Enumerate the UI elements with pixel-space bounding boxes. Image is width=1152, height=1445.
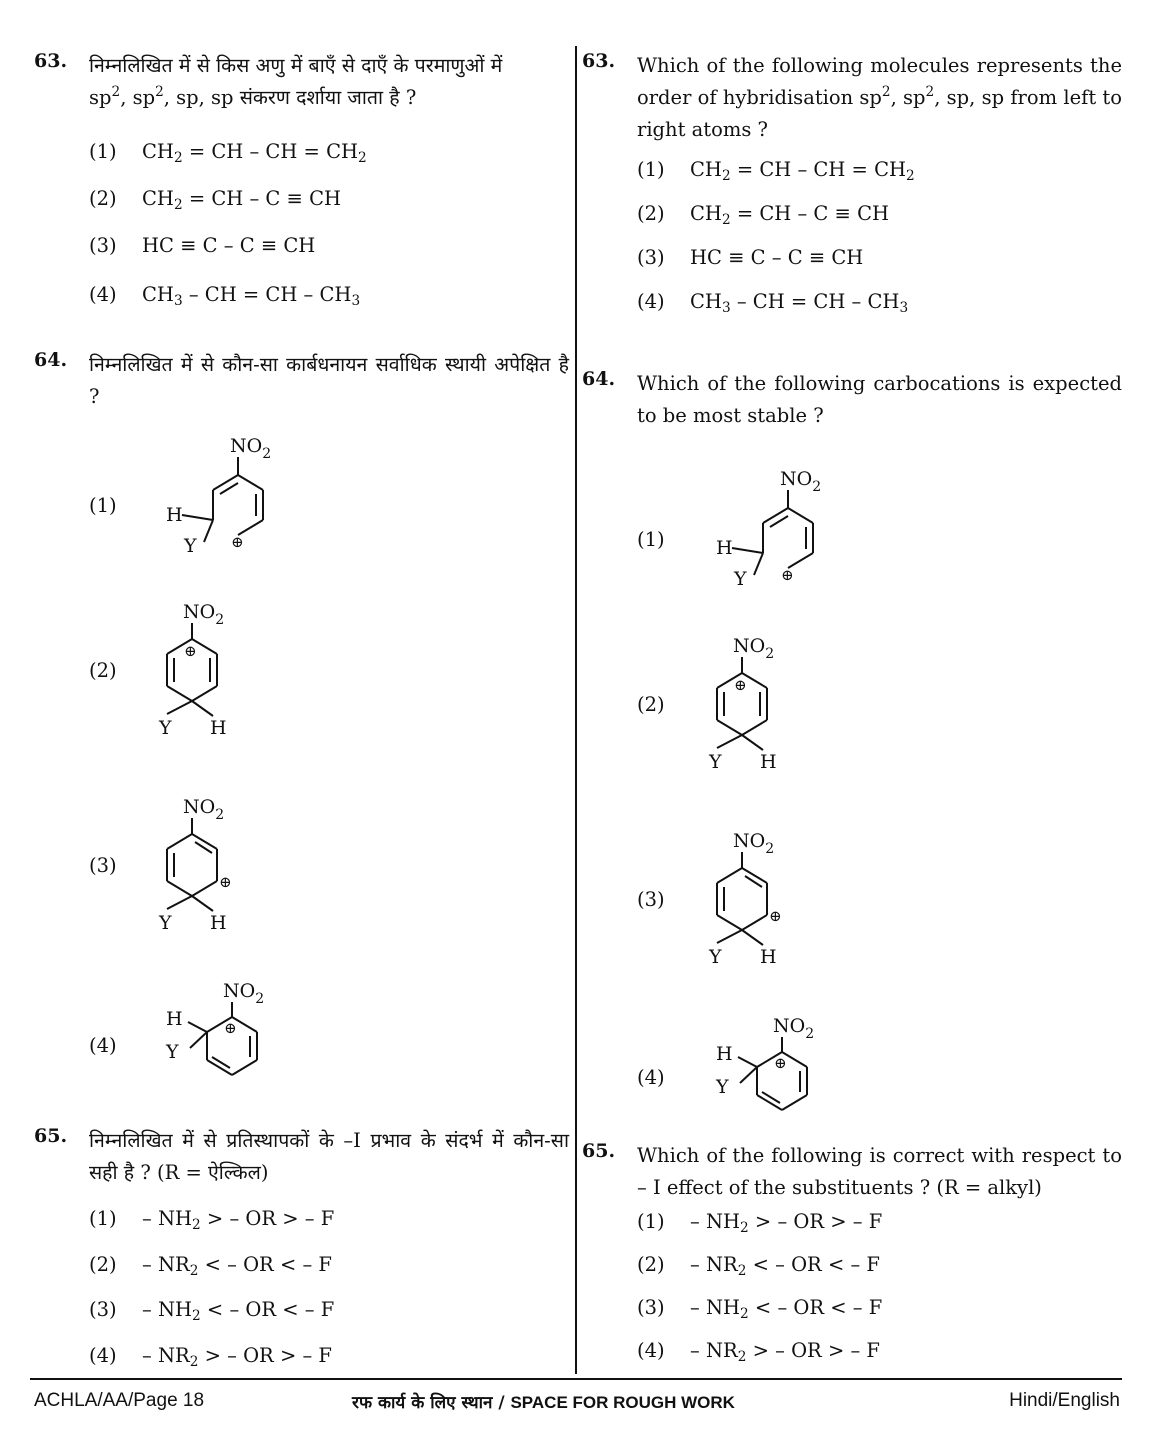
plus-charge: ⊕ [734,676,747,694]
formula: – $NR_2$ < – OR < – F [690,1253,880,1279]
option-2: (2) [89,659,117,682]
y-label: Y [734,568,747,590]
y-label: Y [709,751,722,773]
y-label: Y [166,1041,179,1063]
h-label: H [166,504,183,526]
h-label: H [166,1008,183,1030]
formula: $CH_3$ – CH = CH – $CH_3$ [142,283,361,309]
formula: – $NH_2$ < – OR < – F [142,1298,335,1324]
plus-charge: ⊕ [219,873,232,891]
option-2: (2) [637,693,665,716]
structure-left-4 [160,975,290,1085]
question-number: 63. [582,50,616,72]
h-label: H [716,537,733,559]
formula: $CH_2$ = CH – C ≡ CH [690,202,890,228]
question-number: 65. [34,1125,68,1147]
option-2: (2) $CH_2$ = CH – C ≡ CH [89,187,342,213]
plus-charge: ⊕ [769,907,782,925]
structure-left-1 [160,430,290,560]
option-1: (1) $CH_2$ = CH – CH = $CH_2$ [89,140,367,166]
formula: $CH_2$ = CH – C ≡ CH [142,187,342,213]
option-1: (1) $CH_2$ = CH – CH = $CH_2$ [637,158,915,184]
column-divider [575,46,577,1374]
h-label: H [760,751,777,773]
option-4: $(4) - NR_2$ > – OR > – F [89,1344,332,1370]
y-label: Y [159,912,172,934]
structure-right-2 [705,630,825,780]
no2-label: $NO_2$ [780,468,822,495]
option-1: (1) [89,494,117,517]
structure-left-3 [155,791,275,941]
question-number: 63. [34,50,68,72]
formula: HC ≡ C – C ≡ CH [690,246,864,269]
y-label: Y [709,946,722,968]
no2-label: $NO_2$ [733,830,775,857]
structure-right-3 [705,825,825,975]
option-4: $(4) - NR_2$ > – OR > – F [637,1339,880,1365]
question-text [89,50,569,114]
no2-label: $NO_2$ [230,435,272,462]
formula: $CH_2$ = CH – CH = $CH_2$ [690,158,915,184]
option-4: (4) [637,1066,665,1089]
question-text: Which of the following molecules represents the order of hybridisation $sp^2$, $sp^2$, sp, sp from left to right atoms ? [637,54,1122,141]
formula: – $NR_2$ < – OR < – F [142,1253,332,1279]
no2-label: $NO_2$ [223,980,265,1007]
no2-label: $NO_2$ [733,635,775,662]
formula: $CH_2$ = CH – CH = $CH_2$ [142,140,367,166]
option-2: $(2) - NR_2$ < – OR < – F [637,1253,880,1279]
question-text: निम्नलिखित में से कौन-सा कार्बधनायन सर्वाधिक स्थायी अपेक्षित है ? [89,353,569,408]
h-label: H [210,912,227,934]
footer-page-id: ACHLA/AA/Page 18 [34,1390,205,1411]
option-2: $(2) - NR_2$ < – OR < – F [89,1253,332,1279]
footer-rough-work: रफ कार्य के लिए स्थान / SPACE FOR ROUGH WORK [352,1393,735,1413]
formula: – $NR_2$ > – OR > – F [142,1344,332,1370]
y-label: Y [716,1076,729,1098]
h-label: H [760,946,777,968]
structure-left-2 [155,596,275,746]
option-1: $(1) - NH_2$ > – OR > – F [637,1210,883,1236]
question-text: निम्नलिखित में से प्रतिस्थापकों के –I प्रभाव के संदर्भ में कौन-सा सही है ? (R = ऐल्किल) [89,1129,569,1184]
plus-charge: ⊕ [774,1054,787,1072]
footer-language: Hindi/English [1009,1390,1120,1411]
formula: HC ≡ C – C ≡ CH [142,234,316,257]
option-3: (3) HC ≡ C – C ≡ CH [637,246,864,269]
option-3: (3) [89,854,117,877]
question-number: 64. [34,349,68,371]
y-label: Y [184,535,197,557]
formula: – $NH_2$ > – OR > – F [690,1210,883,1236]
structure-right-4 [710,1010,840,1120]
question-text: Which of the following is correct with respect to – I effect of the substituents ? (R = alkyl) [637,1144,1122,1199]
option-4: (4) $CH_3$ – CH = CH – $CH_3$ [89,283,361,309]
formula: – $NH_2$ < – OR < – F [690,1296,883,1322]
question-number: 65. [582,1140,616,1162]
option-1: (1) [637,528,665,551]
plus-charge: ⊕ [231,533,244,551]
question-text-line: निम्नलिखित में से किस अणु में बाएँ से दाएँ के परमाणुओं में [89,54,503,77]
footer-rule [30,1378,1122,1380]
h-label: H [210,717,227,739]
question-text-line: $sp^2$, $sp^2$, sp, sp संकरण दर्शाया जाता है ? [89,84,417,109]
no2-label: $NO_2$ [183,796,225,823]
no2-label: $NO_2$ [773,1015,815,1042]
formula: – $NR_2$ > – OR > – F [690,1339,880,1365]
question-text: Which of the following carbocations is expected to be most stable ? [637,372,1122,427]
option-4: (4) $CH_3$ – CH = CH – $CH_3$ [637,290,909,316]
plus-charge: ⊕ [781,566,794,584]
y-label: Y [159,717,172,739]
option-3: (3) HC ≡ C – C ≡ CH [89,234,316,257]
plus-charge: ⊕ [184,642,197,660]
option-1: $(1) - NH_2$ > – OR > – F [89,1207,335,1233]
no2-label: $NO_2$ [183,601,225,628]
h-label: H [716,1043,733,1065]
formula: $CH_3$ – CH = CH – $CH_3$ [690,290,909,316]
formula: – $NH_2$ > – OR > – F [142,1207,335,1233]
option-3: $(3) - NH_2$ < – OR < – F [89,1298,335,1324]
option-4: (4) [89,1034,117,1057]
option-3: (3) [637,888,665,911]
option-3: $(3) - NH_2$ < – OR < – F [637,1296,883,1322]
plus-charge: ⊕ [224,1019,237,1037]
option-2: (2) $CH_2$ = CH – C ≡ CH [637,202,890,228]
question-number: 64. [582,368,616,390]
structure-right-1 [710,463,840,593]
